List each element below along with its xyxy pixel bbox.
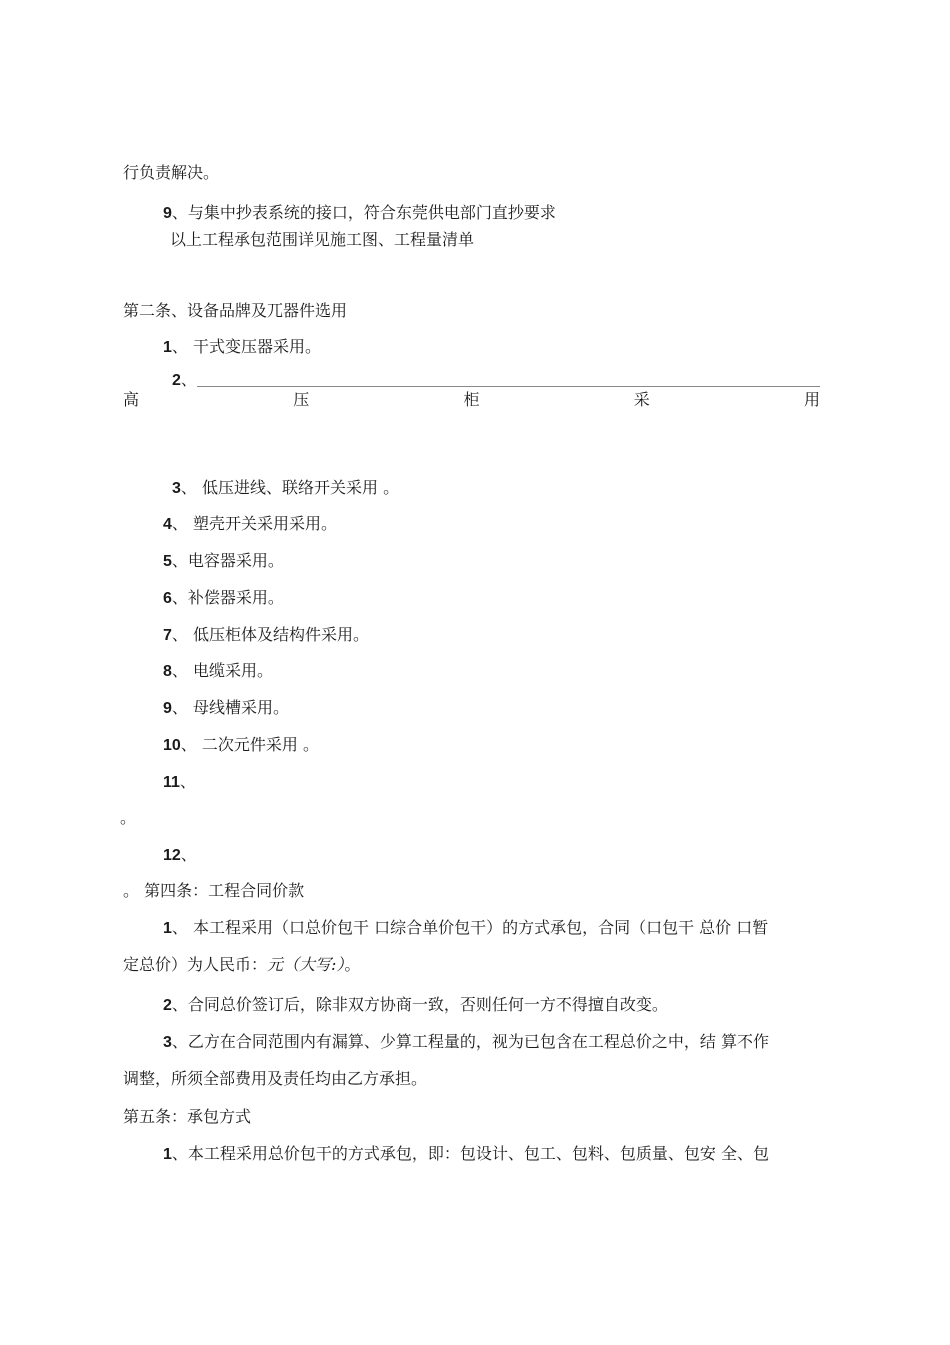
fill-in-blank-line xyxy=(197,386,820,387)
item-text: 、与集中抄表系统的接口，符合东莞供电部门直抄要求 xyxy=(171,203,556,222)
item-number: 7 xyxy=(163,627,172,644)
char: 高 xyxy=(123,390,140,409)
item-number: 8 xyxy=(163,663,172,680)
section-heading: 第二条、设备品牌及兀器件选用 xyxy=(123,301,348,320)
list-item xyxy=(163,698,289,719)
item-number: 2 xyxy=(163,997,172,1014)
item-text: 、 母线槽采用。 xyxy=(171,698,289,717)
item-number: 11 xyxy=(163,774,180,791)
list-item xyxy=(163,337,321,358)
paragraph-line xyxy=(163,1144,769,1165)
paragraph-line: 调整，所须全部费用及责任均由乙方承担。 xyxy=(123,1069,428,1088)
item-text: 、 塑壳开关采用采用。 xyxy=(171,514,337,533)
char: 采 xyxy=(633,390,650,409)
item-number: 9 xyxy=(163,205,172,222)
paragraph-line xyxy=(123,955,360,975)
item-text: 、补偿器采用。 xyxy=(171,588,284,607)
list-item xyxy=(163,625,369,646)
section-heading: 。 第四条：工程合同价款 xyxy=(123,881,305,900)
item-number: 6 xyxy=(163,590,172,607)
text: 。 xyxy=(344,955,361,974)
list-item xyxy=(172,478,399,499)
item-number: 4 xyxy=(163,516,172,533)
item-number: 9 xyxy=(163,700,172,717)
paragraph-line xyxy=(163,995,668,1016)
list-item xyxy=(163,588,284,609)
item-number: 1 xyxy=(163,920,172,937)
item-number: 1 xyxy=(163,339,172,356)
list-item xyxy=(163,551,284,572)
paragraph-line xyxy=(163,918,768,939)
list-item xyxy=(163,735,319,756)
section-heading: 第五条：承包方式 xyxy=(123,1107,252,1126)
list-item xyxy=(163,203,556,224)
paragraph-line: 以上工程承包范围详见施工图、工程量清单 xyxy=(170,230,475,249)
item-text: 、 本工程采用（口总价包干 口综合单价包干）的方式承包，合同（口包干 总价 口暂 xyxy=(171,918,769,937)
item-text: 、本工程采用总价包干的方式承包，即：包设计、包工、包料、包质量、包安 全、包 xyxy=(171,1144,769,1163)
item-text: 、 电缆采用。 xyxy=(171,661,273,680)
item-number: 2 xyxy=(172,372,181,389)
paragraph-line: 行负责解决。 xyxy=(123,163,220,182)
item-text: 、 xyxy=(180,370,197,389)
item-number: 3 xyxy=(172,480,181,497)
list-item xyxy=(163,772,196,793)
item-text: 、 二次元件采用 。 xyxy=(180,735,319,754)
item-text: 、 xyxy=(179,772,196,791)
item-number: 12 xyxy=(163,847,181,864)
char: 用 xyxy=(803,390,820,409)
item-text: 、合同总价签订后，除非双方协商一致，否则任何一方不得擅自改变。 xyxy=(171,995,668,1014)
list-item xyxy=(163,514,337,535)
item-text: 、电容器采用。 xyxy=(171,551,284,570)
item-text: 、 干式变压器采用。 xyxy=(171,337,321,356)
item-number: 3 xyxy=(163,1034,172,1051)
list-item xyxy=(163,661,273,682)
item-text: 、 低压进线、联络开关采用 。 xyxy=(180,478,400,497)
char: 压 xyxy=(293,390,310,409)
paragraph-line: 。 xyxy=(120,808,137,827)
item-text: 、 xyxy=(180,845,197,864)
text: 定总价）为人民币： xyxy=(123,955,268,974)
item-text: 、 低压柜体及结构件采用。 xyxy=(171,625,369,644)
item-number: 10 xyxy=(163,737,181,754)
justified-line xyxy=(123,389,820,411)
item-number: 5 xyxy=(163,553,172,570)
list-item xyxy=(172,370,197,391)
item-number: 1 xyxy=(163,1146,172,1163)
item-text: 、乙方在合同范围内有漏算、少算工程量的，视为已包含在工程总价之中，结 算不作 xyxy=(171,1032,769,1051)
char: 柜 xyxy=(463,390,480,409)
paragraph-line xyxy=(163,1032,769,1053)
text: 元（大写:） xyxy=(267,955,345,974)
list-item xyxy=(163,845,197,866)
